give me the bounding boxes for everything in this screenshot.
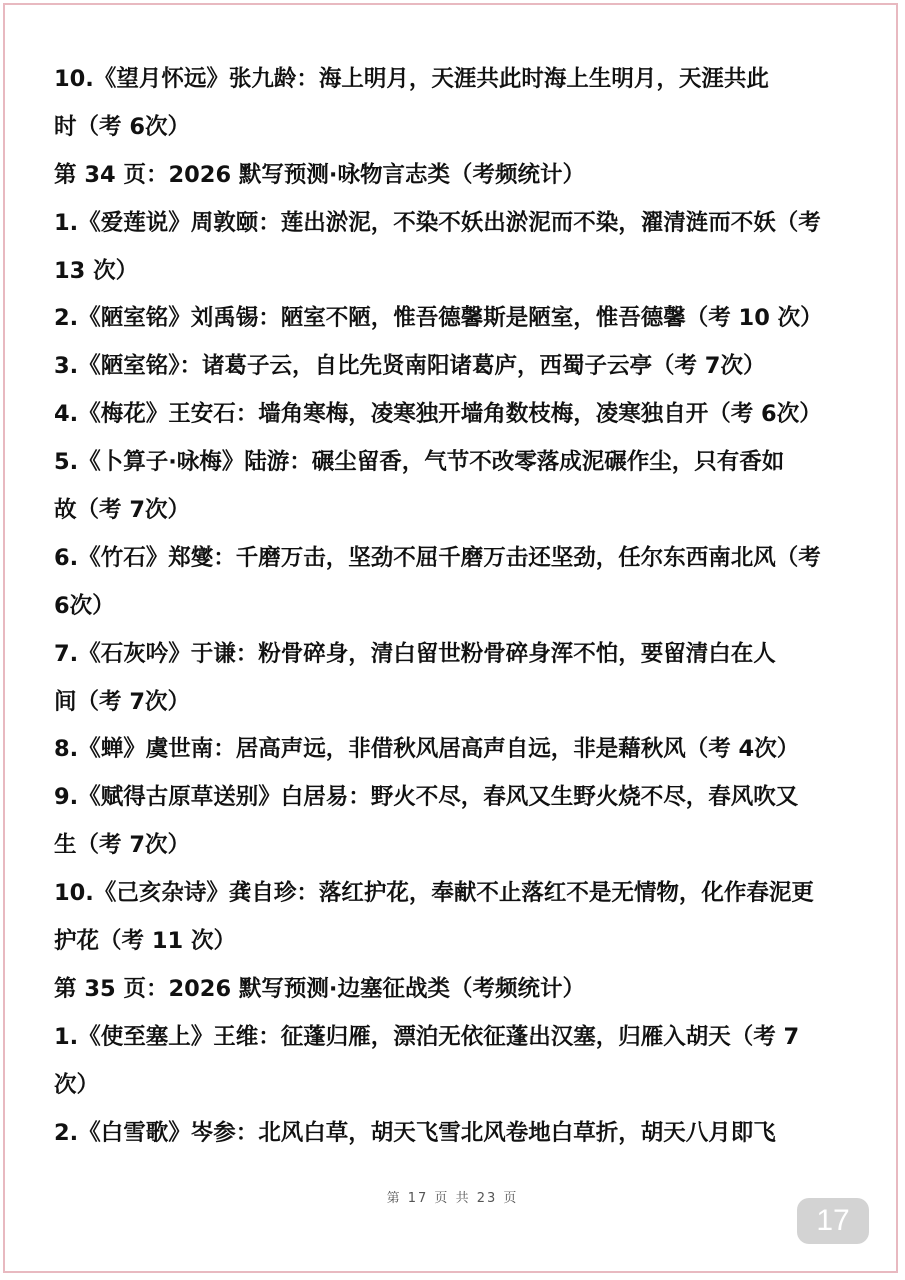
text-line: 13 次） [54, 257, 139, 284]
text-line: 间（考 7次） [54, 688, 190, 715]
page-number-badge: 17 [797, 1198, 869, 1244]
text-line: 5.《卜算子·咏梅》陆游：碾尘留香，气节不改零落成泥碾作尘，只有香如 [54, 449, 785, 476]
text-line: 10.《望月怀远》张九龄：海上明月，天涯共此时海上生明月，天涯共此 [54, 66, 769, 92]
document-body [54, 56, 866, 1157]
text-line: 2.《陋室铭》刘禹锡：陋室不陋，惟吾德馨斯是陋室，惟吾德馨（考 10 次） [54, 305, 823, 332]
text-line: 时（考 6次） [54, 113, 190, 140]
text-line: 1.《爱莲说》周敦颐：莲出淤泥，不染不妖出淤泥而不染，濯清涟而不妖（考 [54, 209, 821, 236]
text-line: 生（考 7次） [54, 832, 190, 859]
section-heading: 第 34 页：2026 默写预测·咏物言志类（考频统计） [54, 161, 585, 188]
text-line: 10.《己亥杂诗》龚自珍：落红护花，奉献不止落红不是无情物，化作春泥更 [54, 880, 814, 907]
text-line: 1.《使至塞上》王维：征蓬归雁，漂泊无依征蓬出汉塞，归雁入胡天（考 7 [54, 1023, 800, 1050]
section-heading: 第 35 页：2026 默写预测·边塞征战类（考频统计） [54, 975, 585, 1002]
text-line: 护花（考 11 次） [54, 928, 236, 955]
text-line: 8.《蝉》虞世南：居高声远，非借秋风居高声自远，非是藉秋风（考 4次） [54, 736, 800, 763]
text-line: 次） [54, 1071, 100, 1098]
text-line: 6次） [54, 592, 115, 619]
text-line: 4.《梅花》王安石：墙角寒梅，凌寒独开墙角数枝梅，凌寒独自开（考 6次） [54, 401, 822, 428]
text-line: 6.《竹石》郑燮：千磨万击，坚劲不屈千磨万击还坚劲，任尔东西南北风（考 [54, 544, 821, 571]
text-line: 故（考 7次） [54, 497, 190, 524]
text-line: 3.《陋室铭》：诸葛子云，自比先贤南阳诸葛庐，西蜀子云亭（考 7次） [54, 353, 766, 380]
page-footer: 第 17 页 共 23 页 [386, 1191, 519, 1206]
text-line: 2.《白雪歌》岑参：北风白草，胡天飞雪北风卷地白草折，胡天八月即飞 [54, 1119, 776, 1146]
text-line: 7.《石灰吟》于谦：粉骨碎身，清白留世粉骨碎身浑不怕，要留清白在人 [54, 640, 776, 667]
text-line: 9.《赋得古原草送别》白居易：野火不尽，春风又生野火烧不尽，春风吹又 [54, 784, 799, 811]
